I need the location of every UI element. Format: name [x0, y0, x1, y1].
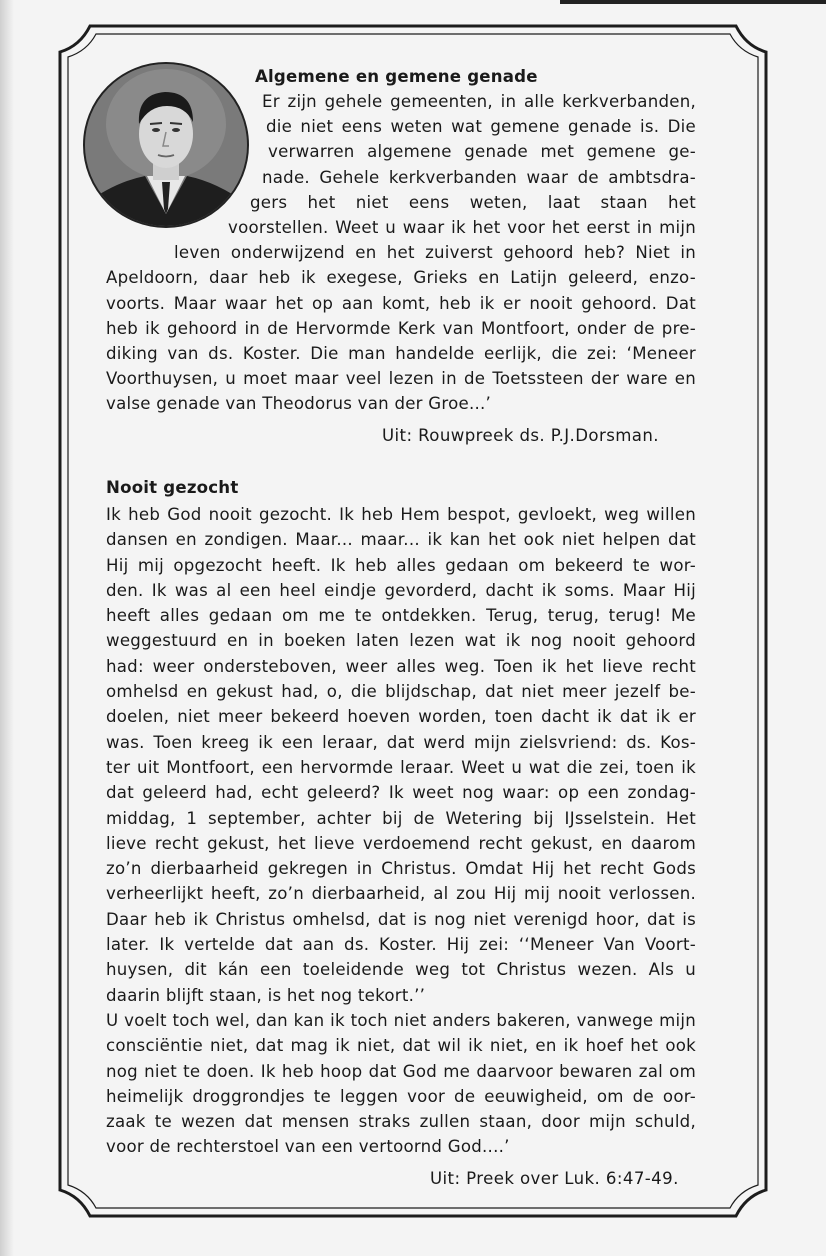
section-heading-nooit-gezocht: Nooit gezocht	[106, 478, 239, 497]
paragraph-line: Hij mij opgezocht heeft. Ik heb alles gedaan om bekeerd te wor-	[106, 555, 696, 575]
paragraph-line: consciëntie niet, dat mag ik niet, dat wil ik niet, en ik hoef het ook	[106, 1036, 696, 1056]
paragraph-line: dat geleerd had, echt geleerd? Ik weet nog waar: op een zondag-	[106, 783, 696, 803]
paragraph-line: Daar heb ik Christus omhelsd, dat is nog niet verenigd hoor, dat is	[106, 909, 696, 929]
paragraph-line: nade. Gehele kerkverbanden waar de ambtsdra-	[262, 167, 696, 187]
section-heading-algemene-genade: Algemene en gemene genade	[255, 67, 538, 86]
paragraph-line: dansen en zondigen. Maar... maar... ik kan het ook niet helpen dat	[106, 530, 696, 550]
paragraph-line: omhelsd en gekust had, o, die blijdschap, dat niet meer jezelf be-	[106, 682, 696, 702]
paragraph-line: die niet eens weten wat gemene genade is. Die	[266, 117, 696, 137]
paragraph-line: den. Ik was al een heel eindje gevorderd, dacht ik soms. Maar Hij	[106, 580, 696, 600]
paragraph-line: nog niet te doen. Ik heb hoop dat God me daarvoor bewaren zal om	[106, 1061, 696, 1081]
paragraph-line: U voelt toch wel, dan kan ik toch niet anders bakeren, vanwege mijn	[106, 1010, 696, 1030]
paragraph-line: had: weer ondersteboven, weer alles weg. Toen ik het lieve recht	[106, 656, 696, 676]
source-citation-preek-lukas: Uit: Preek over Luk. 6:47-49.	[430, 1169, 679, 1188]
paragraph-line: valse genade van Theodorus van der Groe...’	[106, 394, 492, 414]
paragraph-line: was. Toen kreeg ik een leraar, dat werd mijn zielsvriend: ds. Kos-	[106, 732, 696, 752]
paragraph-line: Apeldoorn, daar heb ik exegese, Grieks en Latijn geleerd, enzo-	[106, 268, 696, 288]
paragraph-line: heeft alles gedaan om me te ontdekken. Terug, terug, terug! Me	[106, 606, 696, 626]
paragraph-line: zo’n dierbaarheid gekregen in Christus. Omdat Hij het recht Gods	[106, 859, 696, 879]
paragraph-line: daarin blijft staan, is het nog tekort.’’	[106, 985, 426, 1005]
paragraph-line: ter uit Montfoort, een hervormde leraar. Weet u wat die zei, toen ik	[106, 757, 696, 777]
paragraph-line: voorstellen. Weet u waar ik het voor het eerst in mijn	[228, 218, 696, 238]
paragraph-line: diking van ds. Koster. Die man handelde eerlijk, die zei: ‘Meneer	[106, 344, 696, 364]
paragraph-line: weggestuurd en in boeken laten lezen wat ik nog nooit gehoord	[106, 631, 696, 651]
paragraph-line: voorts. Maar waar het op aan komt, heb ik er nooit gehoord. Dat	[106, 293, 696, 313]
paragraph-line: Ik heb God nooit gezocht. Ik heb Hem bespot, gevloekt, weg willen	[106, 505, 696, 524]
paragraph-line: verwarren algemene genade met gemene ge-	[268, 142, 696, 162]
paragraph-line: huysen, dit kán een toeleidende weg tot Christus wezen. Als u	[106, 960, 696, 980]
paragraph-line: Voorthuysen, u moet maar veel lezen in de Toetssteen der ware en	[106, 369, 696, 389]
paragraph-line: heb ik gehoord in de Hervormde Kerk van Montfoort, onder de pre-	[106, 318, 696, 338]
paragraph-line: heimelijk droggrondjes te leggen voor de eeuwigheid, om de oor-	[106, 1086, 696, 1106]
source-citation-rouwpreek: Uit: Rouwpreek ds. P.J.Dorsman.	[382, 426, 659, 445]
paragraph-line: Er zijn gehele gemeenten, in alle kerkverbanden,	[262, 92, 696, 111]
paragraph-line: middag, 1 september, achter bij de Wetering bij IJsselstein. Het	[106, 808, 696, 828]
paragraph-line: doelen, niet meer bekeerd hoeven worden, toen dacht ik dat ik er	[106, 707, 696, 727]
paragraph-line: leven onderwijzend en het zuiverst gehoord heb? Niet in	[174, 243, 696, 263]
paragraph-line: verheerlijkt heeft, zo’n dierbaarheid, al zou Hij mij nooit verlossen.	[106, 884, 696, 904]
paragraph-line: zaak te wezen dat mensen straks zullen staan, door mijn schuld,	[106, 1112, 696, 1132]
paragraph-line: voor de rechterstoel van een vertoornd God....’	[106, 1137, 510, 1157]
paragraph-line: lieve recht gekust, het lieve verdoemend recht gekust, en daarom	[106, 833, 696, 853]
paragraph-line: gers het niet eens weten, laat staan het	[250, 192, 696, 212]
paragraph-line: later. Ik vertelde dat aan ds. Koster. Hij zei: ‘‘Meneer Van Voort-	[106, 935, 696, 955]
